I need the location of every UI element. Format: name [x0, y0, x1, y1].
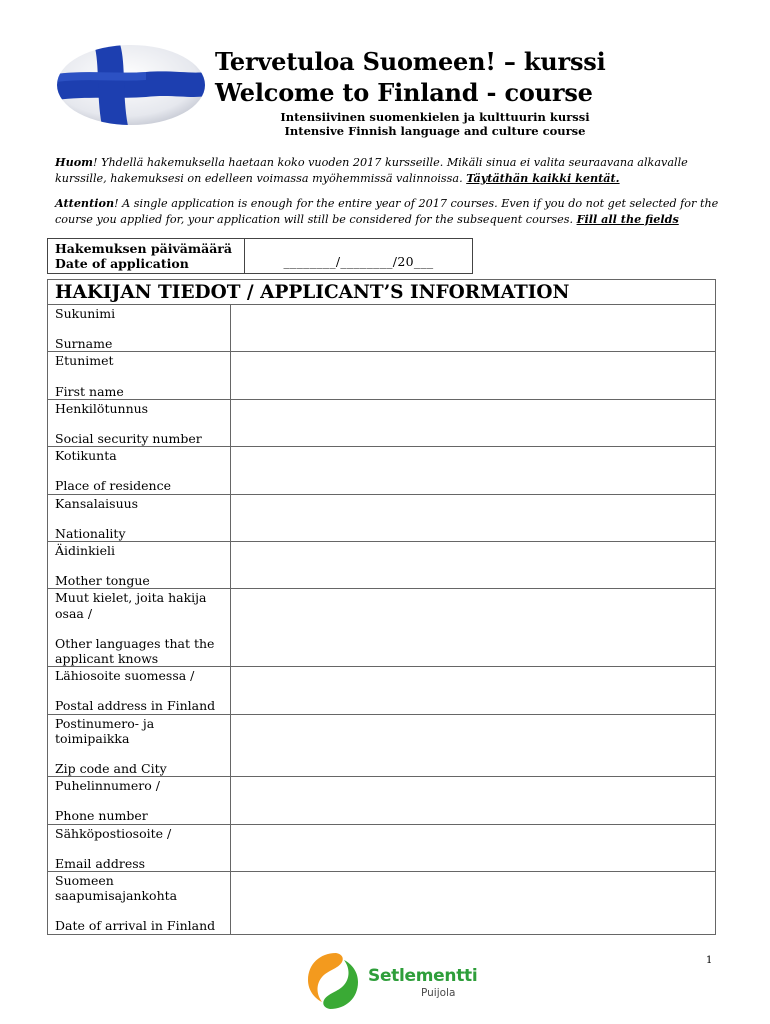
- field-label-finnish: Muut kielet, joita hakija osaa /: [55, 590, 207, 621]
- notice-fi-text: ! Yhdellä hakemuksella haetaan koko vuoden 2017 kursseille. Mikäli sinua ei valita seuraavana alkavalle kurssille, hakemuksesi on edelleen voimassa myöhemmissä valinnoissa.: [55, 156, 688, 185]
- notice-finnish: [55, 155, 720, 186]
- field-label-english: Postal address in Finland: [55, 698, 216, 714]
- setlementti-logo-icon: [302, 950, 364, 1012]
- subtitle-english: Intensive Finnish language and culture course: [284, 124, 586, 138]
- applicant-field-label: [48, 714, 231, 777]
- field-label-english: Social security number: [55, 431, 202, 447]
- field-label-english: Mother tongue: [55, 573, 150, 589]
- field-label-finnish: Kansalaisuus: [55, 495, 139, 511]
- date-of-application-table: [47, 238, 473, 274]
- applicant-info-heading: HAKIJAN TIEDOT / APPLICANT’S INFORMATION: [48, 280, 716, 305]
- field-label-finnish: Henkilötunnus: [55, 400, 149, 416]
- applicant-field-input[interactable]: [231, 399, 716, 446]
- applicant-field-label: [48, 494, 231, 541]
- applicant-field-row: [48, 824, 716, 871]
- field-label-finnish: Postinumero- ja toimipaikka: [55, 715, 155, 746]
- applicant-field-input[interactable]: [231, 494, 716, 541]
- notice-en-emphasis: Fill all the fields: [576, 211, 679, 226]
- applicant-field-input[interactable]: [231, 714, 716, 777]
- applicant-field-row: [48, 777, 716, 824]
- applicant-field-input[interactable]: [231, 777, 716, 824]
- title-english: Welcome to Finland - course: [215, 78, 593, 107]
- date-label-finnish: Hakemuksen päivämäärä: [55, 241, 232, 256]
- logo-subtitle: Puijola: [421, 987, 456, 999]
- notice-fi-emphasis: Täytäthän kaikki kentät.: [466, 170, 620, 185]
- form-subtitle: [240, 110, 630, 138]
- applicant-field-row: [48, 589, 716, 667]
- field-label-english: First name: [55, 383, 124, 399]
- applicant-field-row: [48, 352, 716, 399]
- field-label-finnish: Lähiosoite suomessa /: [55, 668, 195, 684]
- applicant-field-input[interactable]: [231, 824, 716, 871]
- applicant-field-input[interactable]: [231, 305, 716, 352]
- title-finnish: Tervetuloa Suomeen! – kurssi: [215, 47, 606, 76]
- applicant-field-row: [48, 305, 716, 352]
- field-label-finnish: Sukunimi: [55, 306, 116, 321]
- applicant-field-label: [48, 667, 231, 714]
- page-number: 1: [706, 955, 713, 966]
- field-label-english: Surname: [55, 336, 113, 352]
- field-label-finnish: Äidinkieli: [55, 543, 116, 559]
- form-title: [215, 46, 735, 108]
- notice-en-lead: Attention: [55, 196, 115, 210]
- field-label-english: Zip code and City: [55, 761, 167, 777]
- notice-english: [55, 196, 720, 227]
- field-label-finnish: Puhelinnumero /: [55, 778, 160, 794]
- applicant-field-row: [48, 542, 716, 589]
- field-label-english: Other languages that the applicant knows: [55, 635, 215, 667]
- field-label-english: Place of residence: [55, 478, 171, 494]
- field-label-english: Date of arrival in Finland: [55, 918, 216, 934]
- field-label-finnish: Sähköpostiosoite /: [55, 825, 172, 841]
- finnish-flag-icon: [56, 44, 206, 126]
- applicant-field-row: [48, 667, 716, 714]
- logo-name: Setlementti: [368, 966, 478, 986]
- applicant-field-label: [48, 589, 231, 667]
- applicant-info-table: [47, 279, 716, 935]
- applicant-field-input[interactable]: [231, 542, 716, 589]
- field-label-english: Email address: [55, 855, 146, 871]
- applicant-field-label: [48, 824, 231, 871]
- applicant-field-label: [48, 399, 231, 446]
- applicant-field-row: [48, 447, 716, 494]
- field-label-finnish: Kotikunta: [55, 448, 117, 464]
- applicant-field-label: [48, 352, 231, 399]
- field-label-english: Nationality: [55, 525, 126, 541]
- applicant-field-row: [48, 714, 716, 777]
- applicant-field-input[interactable]: [231, 667, 716, 714]
- applicant-field-label: [48, 305, 231, 352]
- applicant-field-label: [48, 872, 231, 935]
- notice-en-text: ! A single application is enough for the entire year of 2017 courses. Even if you do not get selected for the course you applied for, your application will still be considered for the subsequent courses.: [55, 197, 719, 226]
- applicant-field-row: [48, 399, 716, 446]
- applicant-field-label: [48, 777, 231, 824]
- date-of-application-label: [48, 239, 245, 274]
- field-label-finnish: Etunimet: [55, 353, 114, 369]
- applicant-field-row: [48, 494, 716, 541]
- field-label-finnish: Suomeen saapumisajankohta: [55, 873, 178, 904]
- applicant-field-input[interactable]: [231, 872, 716, 935]
- date-of-application-field[interactable]: ________/________/20___: [245, 239, 473, 274]
- date-label-english: Date of application: [55, 256, 189, 271]
- field-label-english: Phone number: [55, 808, 148, 824]
- notice-fi-lead: Huom: [55, 155, 94, 169]
- applicant-field-label: [48, 542, 231, 589]
- subtitle-finnish: Intensiivinen suomenkielen ja kulttuurin kurssi: [280, 110, 590, 124]
- applicant-field-input[interactable]: [231, 352, 716, 399]
- applicant-field-input[interactable]: [231, 447, 716, 494]
- applicant-field-label: [48, 447, 231, 494]
- applicant-field-input[interactable]: [231, 589, 716, 667]
- applicant-field-row: [48, 872, 716, 935]
